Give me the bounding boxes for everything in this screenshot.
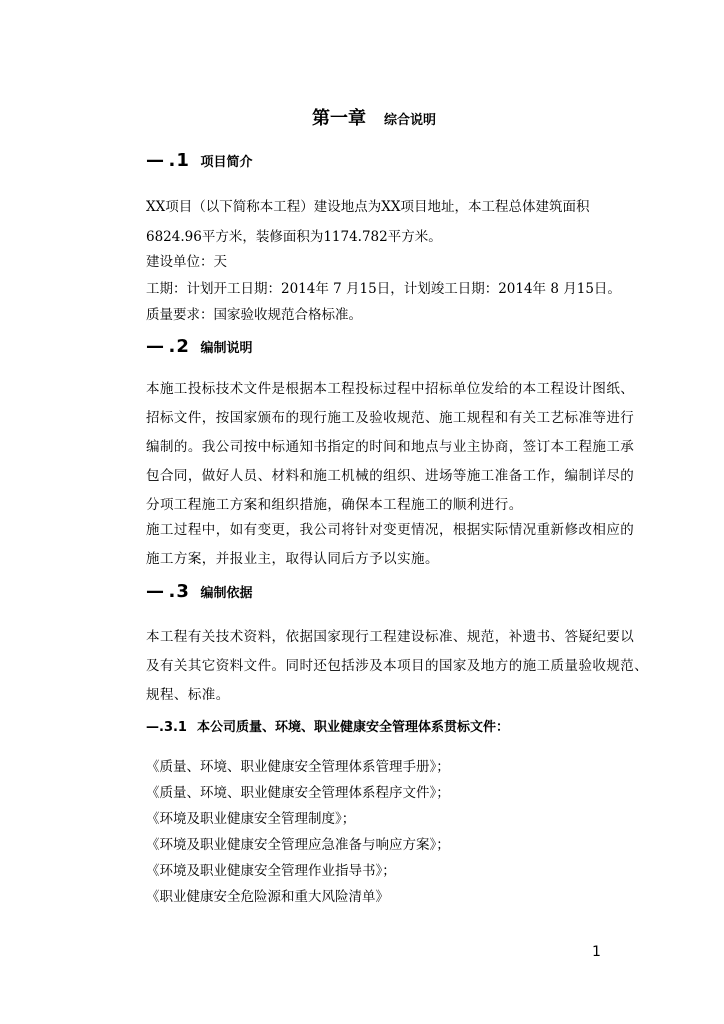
section-heading-2 — [146, 336, 252, 357]
paragraph-line: 规程、标准。 — [146, 687, 230, 703]
paragraph-line: 本工程有关技术资料，依据国家现行工程建设标准、规范，补遗书、答疑纪要以 — [146, 629, 635, 645]
paragraph-line: XX项目（以下简称本工程）建设地点为XX项目地址，本工程总体建筑面积 — [146, 199, 590, 215]
list-item: 《环境及职业健康安全管理制度》； — [146, 811, 356, 827]
section-title: 编制说明 — [200, 341, 253, 356]
section-dash: — — [146, 336, 164, 357]
paragraph-line: 施工过程中，如有变更，我公司将针对变更情况，根据实际情况重新修改相应的 — [146, 522, 635, 538]
section-heading-3 — [146, 581, 252, 602]
section-title: 编制依据 — [200, 586, 253, 601]
paragraph-line: 6824.96平方米，装修面积为1174.782平方米。 — [146, 229, 442, 245]
section-number: .3 — [168, 581, 190, 602]
section-dash: — — [146, 150, 164, 171]
paragraph-line: 质量要求：国家验收规范合格标准。 — [146, 307, 362, 323]
section-dash: — — [146, 581, 164, 602]
paragraph-line: 分项工程施工方案和组织措施，确保本工程施工的顺利进行。 — [146, 497, 523, 513]
chapter-heading — [312, 104, 436, 130]
paragraph-line: 包合同，做好人员、材料和施工机械的组织、进场等施工准备工作，编制详尽的 — [146, 468, 635, 484]
page-number: 1 — [592, 944, 601, 960]
list-item: 《环境及职业健康安全管理应急准备与响应方案》； — [146, 837, 450, 853]
list-item: 《环境及职业健康安全管理作业指导书》； — [146, 863, 396, 879]
chapter-title: 综合说明 — [384, 113, 437, 128]
chapter-label: 第一章 — [312, 108, 366, 129]
subsection-heading — [146, 716, 509, 735]
paragraph-line: 招标文件，按国家颁布的现行施工及验收规范、施工规程和有关工艺标准等进行 — [146, 410, 635, 426]
section-title: 项目简介 — [200, 155, 253, 170]
list-item: 《质量、环境、职业健康安全管理体系程序文件》； — [146, 785, 450, 801]
list-item: 《职业健康安全危险源和重大风险清单》 — [146, 889, 389, 905]
section-number: .1 — [168, 150, 190, 171]
paragraph-line: 本施工投标技术文件是根据本工程投标过程中招标单位发给的本工程设计图纸、 — [146, 381, 635, 397]
list-item: 《质量、环境、职业健康安全管理体系管理手册》； — [146, 759, 450, 775]
paragraph-line: 建设单位：天 — [146, 254, 227, 270]
paragraph-line: 及有关其它资料文件。同时还包括涉及本项目的国家及地方的施工质量验收规范、 — [146, 658, 649, 674]
subsection-title: 本公司质量、环境、职业健康安全管理体系贯标文件： — [196, 720, 509, 735]
section-number: .2 — [168, 336, 190, 357]
paragraph-line: 编制的。我公司按中标通知书指定的时间和地点与业主协商，签订本工程施工承 — [146, 439, 635, 455]
section-heading-1 — [146, 150, 252, 171]
subsection-number: —.3.1 — [146, 720, 187, 735]
paragraph-line: 施工方案，并报业主，取得认同后方予以实施。 — [146, 551, 439, 567]
paragraph-line: 工期：计划开工日期：2014年 7 月15日，计划竣工日期：2014年 8 月15日。 — [146, 281, 621, 297]
